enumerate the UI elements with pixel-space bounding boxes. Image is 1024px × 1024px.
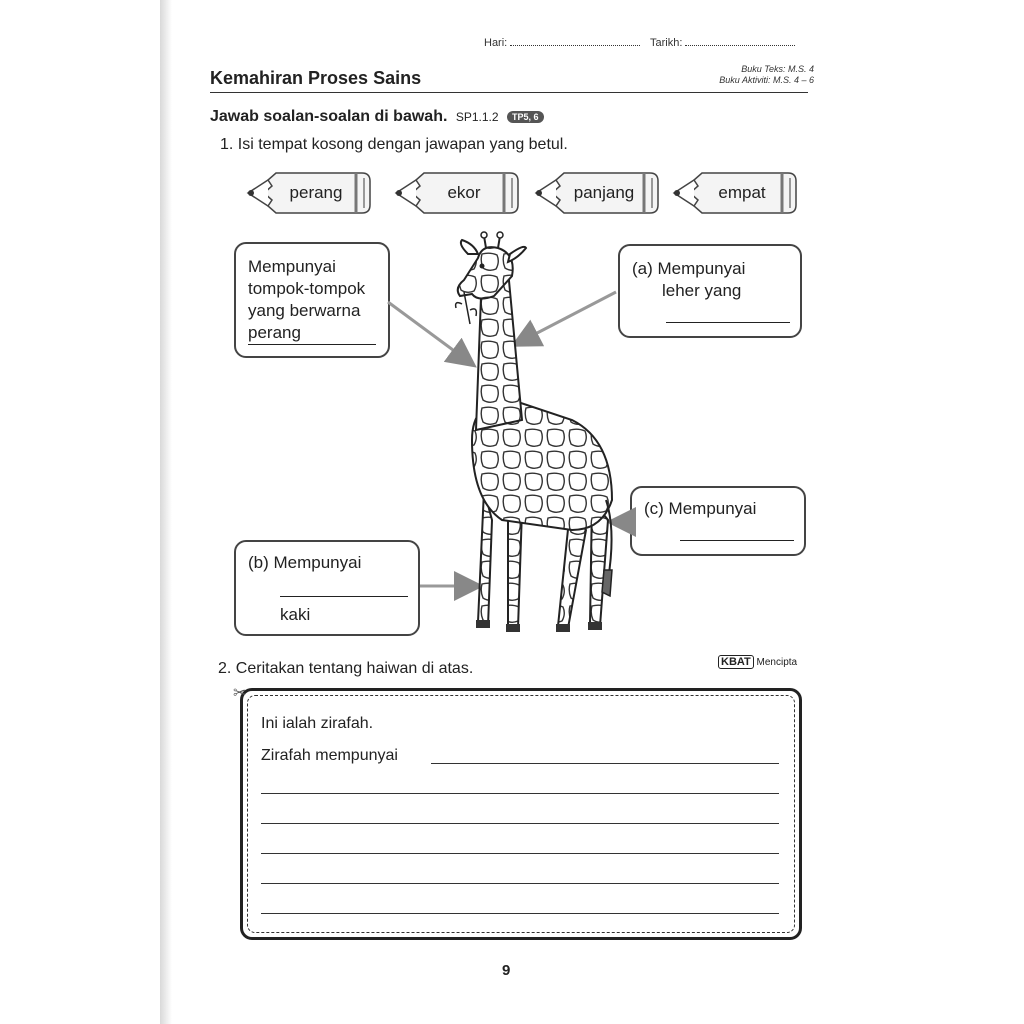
day-field: [484, 37, 640, 49]
word-bank-pencil[interactable]: [670, 170, 798, 216]
title-rule: [210, 92, 808, 93]
arrow-spots: [388, 302, 472, 364]
kbat-tag: KBAT: [718, 655, 754, 669]
instruction-text: Jawab soalan-soalan di bawah.: [210, 108, 448, 125]
story-line-2: Zirafah mempunyai: [261, 747, 398, 764]
pin-icon: ✂: [233, 685, 247, 702]
writing-line[interactable]: [261, 913, 779, 914]
spots-line-4: perang: [248, 323, 301, 342]
giraffe-illustration: [172, 230, 862, 640]
word-panjang: panjang: [573, 183, 635, 202]
activity-ref: Buku Aktiviti: M.S. 4 – 6: [719, 75, 814, 85]
word-bank-pencil[interactable]: [392, 170, 520, 216]
word-bank-pencil[interactable]: [532, 170, 660, 216]
worksheet-page: [172, 0, 862, 1024]
word-perang: perang: [289, 183, 343, 202]
date-label: Tarikh:: [650, 37, 683, 49]
standard-code: SP1.1.2: [455, 110, 499, 124]
box-c-label: (c) Mempunyai: [644, 499, 757, 518]
question-2-text: 2. Ceritakan tentang haiwan di atas.: [218, 660, 474, 677]
question-1-text: 1. Isi tempat kosong dengan jawapan yang betul.: [220, 136, 568, 153]
writing-line[interactable]: [261, 883, 779, 884]
date-field: [650, 37, 795, 49]
box-b-line2: kaki: [280, 605, 311, 624]
writing-line[interactable]: [261, 853, 779, 854]
box-a-label: (a) Mempunyai: [632, 259, 746, 278]
page-references: [652, 64, 814, 86]
arrow-neck: [516, 292, 616, 344]
box-b-label: (b) Mempunyai: [248, 553, 362, 572]
word-bank-pencil[interactable]: [244, 170, 372, 216]
giraffe-drawing: [456, 232, 612, 632]
tp-badge: TP5, 6: [507, 111, 544, 123]
box-a-line2: leher yang: [662, 281, 742, 300]
kbat-label: Mencipta: [756, 657, 798, 668]
textbook-ref: Buku Teks: M.S. 4: [741, 64, 814, 74]
spots-line-3: yang berwarna: [248, 301, 361, 320]
writing-line[interactable]: [431, 763, 779, 764]
day-blank[interactable]: [510, 45, 640, 46]
spots-line-2: tompok-tompok: [248, 279, 366, 298]
writing-line[interactable]: [261, 823, 779, 824]
spots-line-1: Mempunyai: [248, 257, 336, 276]
page-binding-shadow: [160, 0, 172, 1024]
kbat-badge: [718, 656, 797, 668]
writing-box: [233, 685, 802, 940]
page-number: 9: [502, 962, 511, 979]
instruction: [210, 108, 544, 126]
day-label: Hari:: [484, 37, 508, 49]
word-empat: empat: [718, 183, 766, 202]
date-blank[interactable]: [685, 45, 795, 46]
section-title: Kemahiran Proses Sains: [210, 68, 422, 88]
writing-line[interactable]: [261, 793, 779, 794]
word-ekor: ekor: [447, 183, 481, 202]
story-line-1: Ini ialah zirafah.: [261, 715, 374, 732]
